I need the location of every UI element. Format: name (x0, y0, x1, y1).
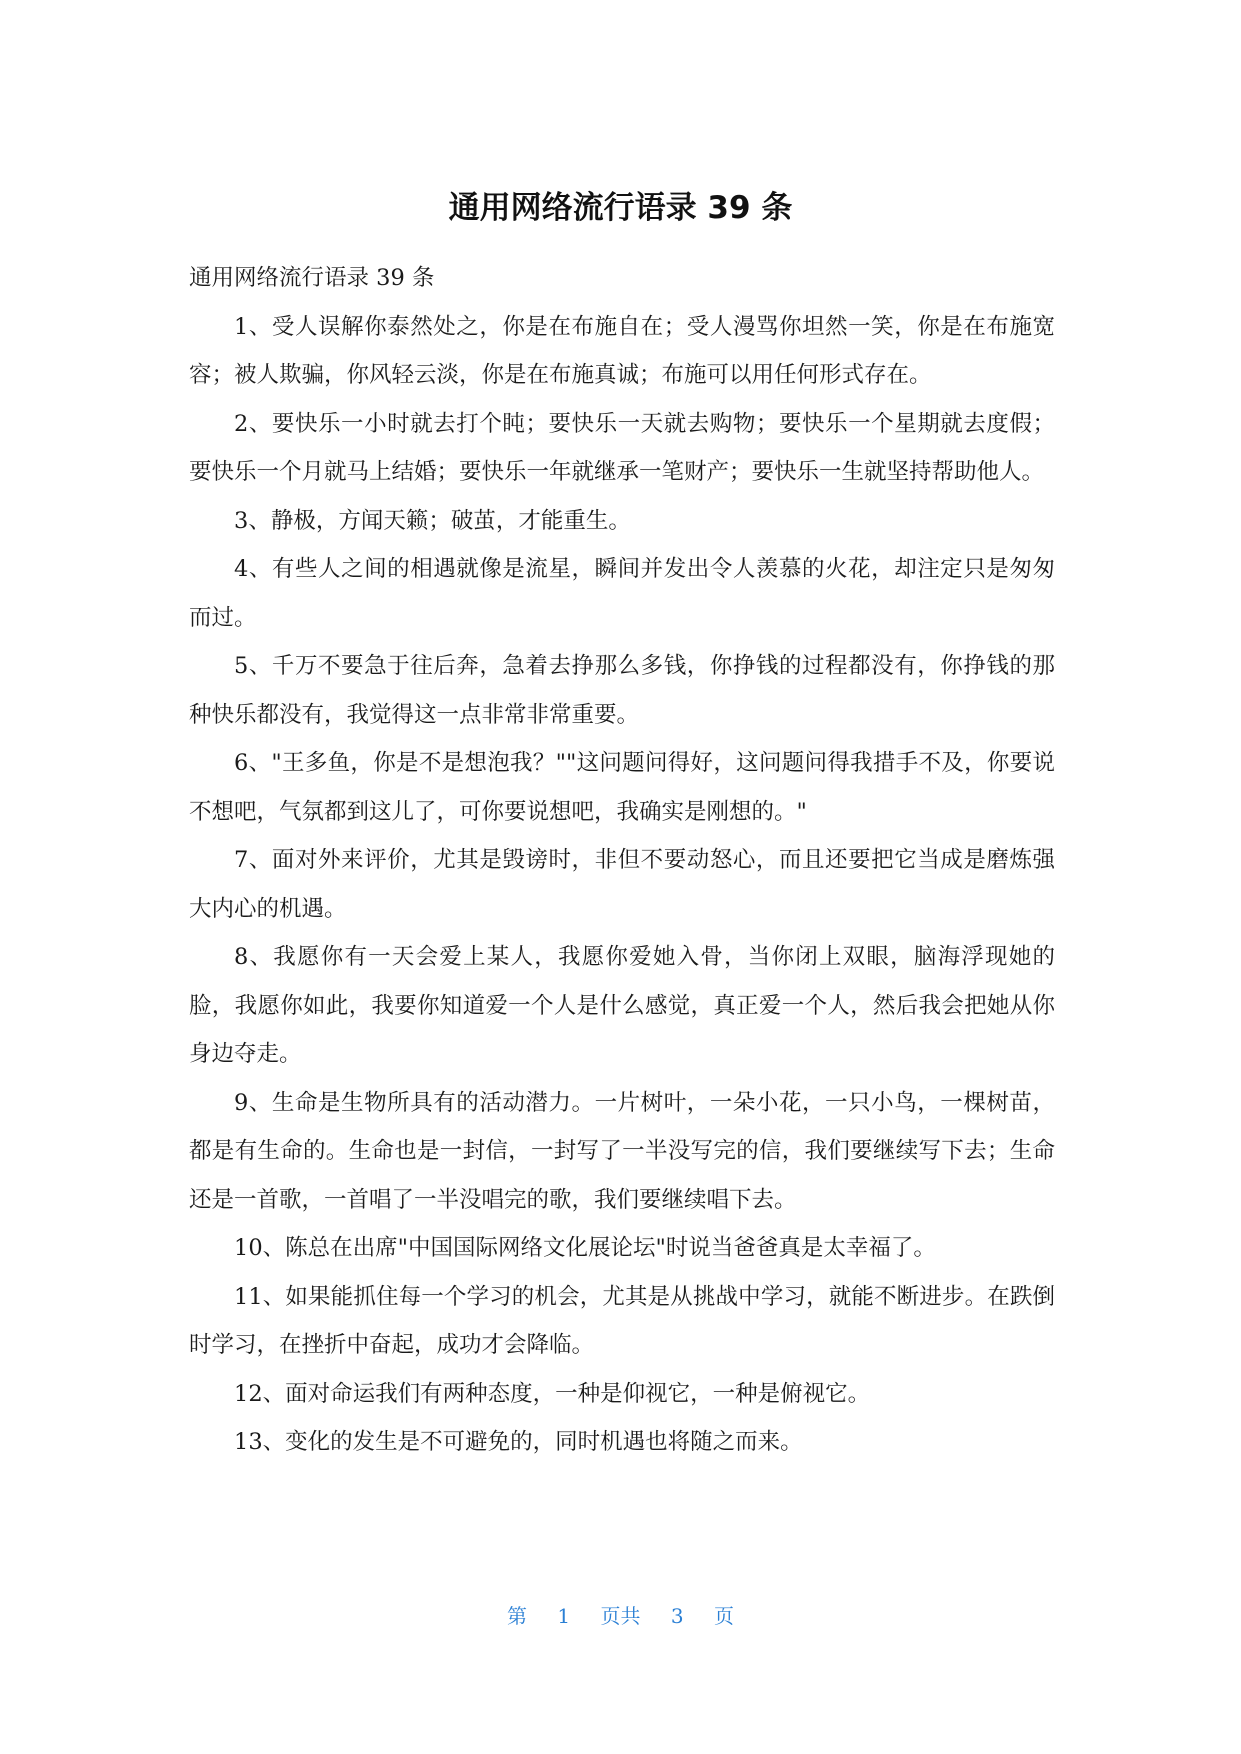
paragraph-6: 6、"王多鱼，你是不是想泡我？""这问题问得好，这问题问得我措手不及，你要说不想吧，气氛都到这儿了，可你要说想吧，我确实是刚想的。" (189, 750, 1055, 825)
footer-page-label: 第 (507, 1604, 528, 1628)
footer-of-label: 页共 (600, 1604, 641, 1628)
footer-total-pages: 3 (670, 1604, 684, 1628)
page-title: 通用网络流行语录 39 条 (448, 190, 793, 226)
paragraph-2: 2、要快乐一小时就去打个盹；要快乐一天就去购物；要快乐一个星期就去度假；要快乐一个月就马上结婚；要快乐一年就继承一笔财产；要快乐一生就坚持帮助他人。 (189, 410, 1055, 485)
footer-current-page: 1 (557, 1604, 571, 1628)
paragraph-8: 8、我愿你有一天会爱上某人，我愿你爱她入骨，当你闭上双眼，脑海浮现她的脸，我愿你如此，我要你知道爱一个人是什么感觉，真正爱一个人，然后我会把她从你身边夺走。 (189, 944, 1055, 1067)
paragraph-12: 12、面对命运我们有两种态度，一种是仰视它，一种是俯视它。 (234, 1380, 871, 1407)
paragraph-7: 7、面对外来评价，尤其是毁谤时，非但不要动怒心，而且还要把它当成是磨炼强大内心的机遇。 (189, 847, 1055, 922)
paragraph-10: 10、陈总在出席"中国国际网络文化展论坛"时说当爸爸真是太幸福了。 (234, 1235, 936, 1261)
page-footer (0, 1600, 1241, 1629)
document-subtitle: 通用网络流行语录 39 条 (189, 265, 435, 291)
paragraph-4: 4、有些人之间的相遇就像是流星，瞬间并发出令人羡慕的火花，却注定只是匆匆而过。 (189, 556, 1055, 631)
footer-pages-label: 页 (713, 1604, 734, 1628)
document-body (189, 254, 1055, 1467)
paragraph-11: 11、如果能抓住每一个学习的机会，尤其是从挑战中学习，就能不断进步。在跌倒时学习，在挫折中奋起，成功才会降临。 (189, 1283, 1055, 1358)
paragraph-5: 5、千万不要急于往后奔，急着去挣那么多钱，你挣钱的过程都没有，你挣钱的那种快乐都没有，我觉得这一点非常非常重要。 (189, 653, 1055, 728)
paragraph-13: 13、变化的发生是不可避免的，同时机遇也将随之而来。 (234, 1429, 803, 1455)
paragraph-9: 9、生命是生物所具有的活动潜力。一片树叶，一朵小花，一只小鸟，一棵树苗，都是有生命的。生命也是一封信，一封写了一半没写完的信，我们要继续写下去；生命还是一首歌，一首唱了一半没唱完的歌，我们要继续唱下去。 (189, 1089, 1055, 1213)
paragraph-1: 1、受人误解你泰然处之，你是在布施自在；受人漫骂你坦然一笑，你是在布施宽容；被人欺骗，你风轻云淡，你是在布施真诚；布施可以用任何形式存在。 (189, 313, 1055, 388)
paragraph-3: 3、静极，方闻天籁；破茧，才能重生。 (234, 507, 631, 534)
